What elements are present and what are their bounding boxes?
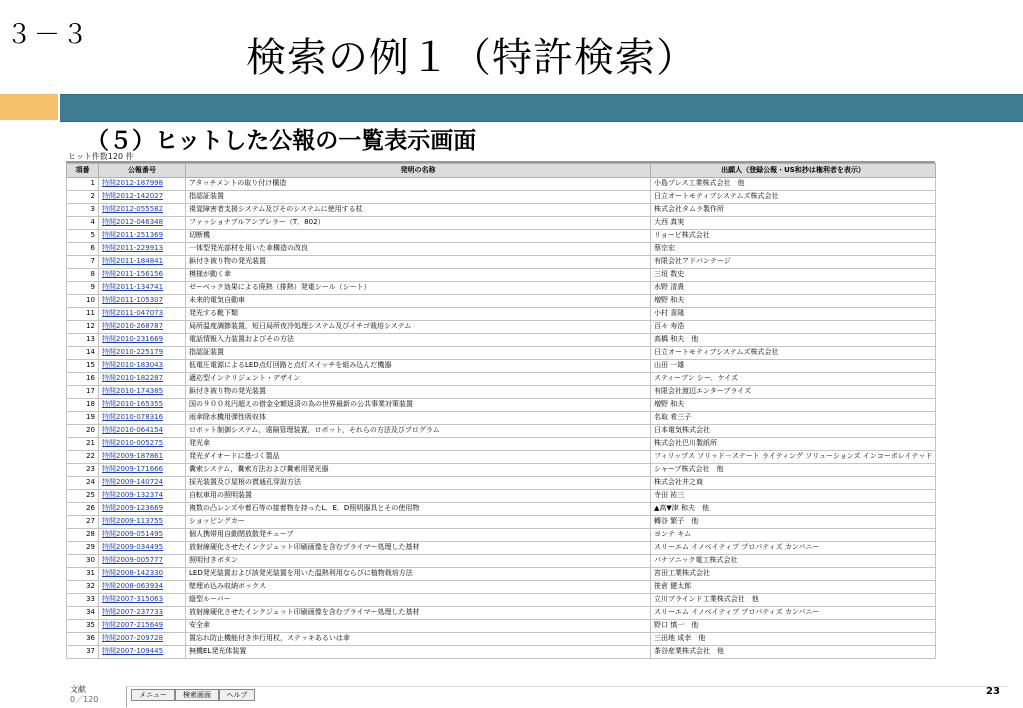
table-row: [67, 412, 936, 425]
invention-title: 低電圧電源によるLED点灯回路と点灯スイッチを組み込んだ機器: [186, 360, 651, 373]
applicant-name: 野口 慎一 他: [651, 620, 936, 633]
table-row: [67, 334, 936, 347]
table-row: [67, 464, 936, 477]
applicant-name: 宮田工業株式会社: [651, 568, 936, 581]
table-row: [67, 607, 936, 620]
row-number: 9: [67, 282, 99, 295]
invention-title: 指認証装置: [186, 191, 651, 204]
table-row: [67, 321, 936, 334]
applicant-name: 茶谷産業株式会社 他: [651, 646, 936, 659]
invention-title: 国の９００兆円超えの借金全額返済の為の世界最新の公共事業対策装置: [186, 399, 651, 412]
applicant-name: 有限会社アドバンテージ: [651, 256, 936, 269]
row-number: 30: [67, 555, 99, 568]
slide-subtitle: （５）ヒットした公報の一覧表示画面: [86, 128, 477, 154]
table-row: [67, 529, 936, 542]
results-table-container: [66, 161, 935, 659]
publication-number-link[interactable]: 特開2010-183043: [99, 360, 186, 373]
publication-number-link[interactable]: 特開2011-047073: [99, 308, 186, 321]
publication-number-link[interactable]: 特開2011-184841: [99, 256, 186, 269]
publication-number-link[interactable]: 特開2010-231669: [99, 334, 186, 347]
invention-title: 視覚障害者支援システム及びそのシステムに使用する杖: [186, 204, 651, 217]
publication-number-link[interactable]: 特開2009-051495: [99, 529, 186, 542]
applicant-name: 大西 真実: [651, 217, 936, 230]
result-footer: [66, 686, 1023, 708]
table-row: [67, 178, 936, 191]
applicant-name: 三垣 数史: [651, 269, 936, 282]
row-number: 5: [67, 230, 99, 243]
publication-number-link[interactable]: 特開2007-109445: [99, 646, 186, 659]
column-header-number: 項番: [67, 164, 99, 178]
row-number: 34: [67, 607, 99, 620]
row-number: 1: [67, 178, 99, 191]
publication-number-link[interactable]: 特開2011-105307: [99, 295, 186, 308]
applicant-name: パナソニック電工株式会社: [651, 555, 936, 568]
invention-title: 縦型ルーバー: [186, 594, 651, 607]
publication-number-link[interactable]: 特開2011-156156: [99, 269, 186, 282]
publication-number-link[interactable]: 特開2009-132374: [99, 490, 186, 503]
bunken-count: 0／120: [70, 695, 99, 704]
menu-button[interactable]: メニュー: [131, 689, 175, 701]
applicant-name: 轉谷 繁子 他: [651, 516, 936, 529]
row-number: 20: [67, 425, 99, 438]
applicant-name: スリーエム イノベイティブ プロパティズ カンパニー: [651, 542, 936, 555]
row-number: 35: [67, 620, 99, 633]
publication-number-link[interactable]: 特開2010-064154: [99, 425, 186, 438]
invention-title: ゼーベック効果による廃熱（排熱）発電シール（シート）: [186, 282, 651, 295]
applicant-name: ヨンテ キム: [651, 529, 936, 542]
table-row: [67, 542, 936, 555]
table-row: [67, 282, 936, 295]
applicant-name: 株式会社巴川製紙所: [651, 438, 936, 451]
row-number: 10: [67, 295, 99, 308]
applicant-name: 日本電気株式会社: [651, 425, 936, 438]
publication-number-link[interactable]: 特開2008-142330: [99, 568, 186, 581]
table-row: [67, 386, 936, 399]
table-row: [67, 594, 936, 607]
row-number: 26: [67, 503, 99, 516]
invention-title: LED発光装置および該発光装置を用いた温熱利用ならびに植物栽培方法: [186, 568, 651, 581]
invention-title: 鋲付き被り物の発光装置: [186, 256, 651, 269]
table-row: [67, 633, 936, 646]
table-row: [67, 490, 936, 503]
row-number: 33: [67, 594, 99, 607]
decorative-band-blue: [60, 94, 1023, 122]
publication-number-link[interactable]: 特開2012-142027: [99, 191, 186, 204]
invention-title: 置忘れ防止機能付き歩行用杖，ステッキあるいは傘: [186, 633, 651, 646]
hit-count: ヒット件数120 件: [68, 152, 134, 161]
table-header-row: [67, 164, 936, 178]
invention-title: 安全傘: [186, 620, 651, 633]
table-row: [67, 477, 936, 490]
row-number: 11: [67, 308, 99, 321]
invention-title: 指認証装置: [186, 347, 651, 360]
publication-number-link[interactable]: 特開2012-055582: [99, 204, 186, 217]
applicant-name: スティーブン シー．ケイズ: [651, 373, 936, 386]
table-row: [67, 191, 936, 204]
row-number: 19: [67, 412, 99, 425]
row-number: 23: [67, 464, 99, 477]
applicant-name: リョービ株式会社: [651, 230, 936, 243]
invention-title: 個人携帯用自動閉放散発チューブ: [186, 529, 651, 542]
invention-title: 模様が動く傘: [186, 269, 651, 282]
applicant-name: シャープ株式会社 他: [651, 464, 936, 477]
row-number: 3: [67, 204, 99, 217]
publication-number-link[interactable]: 特開2011-229913: [99, 243, 186, 256]
invention-title: ファッショナブルアンブレラー（T．802）: [186, 217, 651, 230]
invention-title: 切断機: [186, 230, 651, 243]
applicant-name: フィリップス ソリッド－ステート ライティング ソリューションズ インコーポレイテッド: [651, 451, 936, 464]
row-number: 4: [67, 217, 99, 230]
publication-number-link[interactable]: 特開2010-268787: [99, 321, 186, 334]
invention-title: 一体型発光部材を用いた傘構造の改良: [186, 243, 651, 256]
row-number: 18: [67, 399, 99, 412]
slide-section-number: ３－３: [6, 20, 91, 50]
publication-number-link[interactable]: 特開2007-237733: [99, 607, 186, 620]
table-row: [67, 399, 936, 412]
table-row: [67, 360, 936, 373]
invention-title: 無機EL発光体装置: [186, 646, 651, 659]
slide-title: 検索の例１（特許検索）: [246, 35, 697, 81]
table-row: [67, 347, 936, 360]
applicant-name: 蔡宗宏: [651, 243, 936, 256]
publication-number-link[interactable]: 特開2009-034495: [99, 542, 186, 555]
invention-title: 壁埋め込み収納ボックス: [186, 581, 651, 594]
publication-number-link[interactable]: 特開2009-123669: [99, 503, 186, 516]
applicant-name: 増野 和夫: [651, 295, 936, 308]
applicant-name: 名取 希三子: [651, 412, 936, 425]
applicant-name: 寺田 祐三: [651, 490, 936, 503]
row-number: 25: [67, 490, 99, 503]
row-number: 15: [67, 360, 99, 373]
row-number: 14: [67, 347, 99, 360]
publication-number-link[interactable]: 特開2011-251369: [99, 230, 186, 243]
table-row: [67, 256, 936, 269]
invention-title: 発光ダイオードに基づく製品: [186, 451, 651, 464]
publication-number-link[interactable]: 特開2010-165355: [99, 399, 186, 412]
applicant-name: 三田地 成幸 他: [651, 633, 936, 646]
invention-title: 糞索システム，糞索方法および糞索用発光器: [186, 464, 651, 477]
publication-number-link[interactable]: 特開2010-174385: [99, 386, 186, 399]
table-row: [67, 568, 936, 581]
table-row: [67, 516, 936, 529]
applicant-name: 有限会社渡辺エンタープライズ: [651, 386, 936, 399]
page-number: 23: [986, 686, 1000, 697]
results-table: [66, 163, 936, 659]
publication-number-link[interactable]: 特開2012-046348: [99, 217, 186, 230]
applicant-name: 日立オートモティブシステムズ株式会社: [651, 347, 936, 360]
table-row: [67, 503, 936, 516]
invention-title: 採光装置及び屋根の貫通孔穿設方法: [186, 477, 651, 490]
table-row: [67, 230, 936, 243]
publication-number-link[interactable]: 特開2009-005777: [99, 555, 186, 568]
row-number: 6: [67, 243, 99, 256]
publication-number-link[interactable]: 特開2007-209728: [99, 633, 186, 646]
row-number: 28: [67, 529, 99, 542]
applicant-name: 立川ブラインド工業株式会社 他: [651, 594, 936, 607]
applicant-name: ▲高▼津 和夫 他: [651, 503, 936, 516]
invention-title: 鋲付き被り物の発光装置: [186, 386, 651, 399]
publication-number-link[interactable]: 特開2010-078316: [99, 412, 186, 425]
row-number: 13: [67, 334, 99, 347]
row-number: 36: [67, 633, 99, 646]
table-row: [67, 581, 936, 594]
publication-number-link[interactable]: 特開2009-140724: [99, 477, 186, 490]
help-button[interactable]: ヘルプ: [219, 689, 255, 701]
publication-number-link[interactable]: 特開2009-113755: [99, 516, 186, 529]
applicant-name: 高橋 和夫 他: [651, 334, 936, 347]
invention-title: ロボット制御システム，遠隔管理装置，ロボット，それらの方法及びプログラム: [186, 425, 651, 438]
table-row: [67, 620, 936, 633]
row-number: 27: [67, 516, 99, 529]
applicant-name: 山田 一雄: [651, 360, 936, 373]
row-number: 32: [67, 581, 99, 594]
row-number: 24: [67, 477, 99, 490]
table-row: [67, 555, 936, 568]
invention-title: 自転車用の照明装置: [186, 490, 651, 503]
invention-title: 適応型インテリジェント・デザイン: [186, 373, 651, 386]
row-number: 22: [67, 451, 99, 464]
row-number: 16: [67, 373, 99, 386]
results-table-body: [67, 178, 936, 659]
publication-number-link[interactable]: 特開2010-005275: [99, 438, 186, 451]
row-number: 29: [67, 542, 99, 555]
invention-title: 放射線硬化させたインクジェット印刷画像を含むプライマー処理した基材: [186, 542, 651, 555]
invention-title: ショッピングカー: [186, 516, 651, 529]
invention-title: 放射線硬化させたインクジェット印刷画像を含むプライマー処理した基材: [186, 607, 651, 620]
publication-number-link[interactable]: 特開2010-182287: [99, 373, 186, 386]
row-number: 8: [67, 269, 99, 282]
invention-title: 発光する靴下類: [186, 308, 651, 321]
table-row: [67, 295, 936, 308]
invention-title: 未来的電気自動車: [186, 295, 651, 308]
bunken-counter: [70, 685, 98, 705]
applicant-name: 小島プレス工業株式会社 他: [651, 178, 936, 191]
row-number: 2: [67, 191, 99, 204]
publication-number-link[interactable]: 特開2009-171666: [99, 464, 186, 477]
publication-number-link[interactable]: 特開2007-315063: [99, 594, 186, 607]
invention-title: 電話情報入力装置およびその方法: [186, 334, 651, 347]
table-row: [67, 425, 936, 438]
row-number: 21: [67, 438, 99, 451]
applicant-name: 増野 和夫: [651, 399, 936, 412]
footer-button-bar: [126, 686, 1007, 707]
publication-number-link[interactable]: 特開2011-134741: [99, 282, 186, 295]
table-row: [67, 243, 936, 256]
table-row: [67, 646, 936, 659]
column-header-publication: 公報番号: [99, 164, 186, 178]
table-row: [67, 438, 936, 451]
publication-number-link[interactable]: 特開2009-187861: [99, 451, 186, 464]
invention-title: アタッチメントの取り付け構造: [186, 178, 651, 191]
publication-number-link[interactable]: 特開2012-187998: [99, 178, 186, 191]
table-row: [67, 373, 936, 386]
applicant-name: 株式会社井之商: [651, 477, 936, 490]
table-row: [67, 204, 936, 217]
column-header-applicant: 出願人（登録公報・US和抄は権利者を表示）: [651, 164, 936, 178]
invention-title: 複数の凸レンズや着石等の接着物を持ったL．E．D照明器具とその使用物: [186, 503, 651, 516]
applicant-name: 日立オートモティブシステムズ株式会社: [651, 191, 936, 204]
applicant-name: 百々 寿浩: [651, 321, 936, 334]
row-number: 37: [67, 646, 99, 659]
row-number: 17: [67, 386, 99, 399]
invention-title: 雨傘除水機用弾性吸収体: [186, 412, 651, 425]
search-screen-button[interactable]: 検索画面: [175, 689, 219, 701]
publication-number-link[interactable]: 特開2008-063934: [99, 581, 186, 594]
column-header-title: 発明の名称: [186, 164, 651, 178]
applicant-name: 小村 喜隆: [651, 308, 936, 321]
bunken-label: 文献: [70, 685, 86, 694]
publication-number-link[interactable]: 特開2010-225179: [99, 347, 186, 360]
table-row: [67, 451, 936, 464]
row-number: 12: [67, 321, 99, 334]
invention-title: 局所温度調節装置，短日局所夜冷処理システム及びイチゴ栽培システム: [186, 321, 651, 334]
row-number: 7: [67, 256, 99, 269]
row-number: 31: [67, 568, 99, 581]
decorative-band-orange: [0, 94, 58, 120]
table-row: [67, 308, 936, 321]
table-row: [67, 217, 936, 230]
applicant-name: 笹倉 健太郎: [651, 581, 936, 594]
publication-number-link[interactable]: 特開2007-215649: [99, 620, 186, 633]
applicant-name: 水野 清貴: [651, 282, 936, 295]
invention-title: 発光傘: [186, 438, 651, 451]
table-row: [67, 269, 936, 282]
applicant-name: スリーエム イノベイティブ プロパティズ カンパニー: [651, 607, 936, 620]
invention-title: 照明付きボタン: [186, 555, 651, 568]
applicant-name: 株式会社タムラ製作所: [651, 204, 936, 217]
